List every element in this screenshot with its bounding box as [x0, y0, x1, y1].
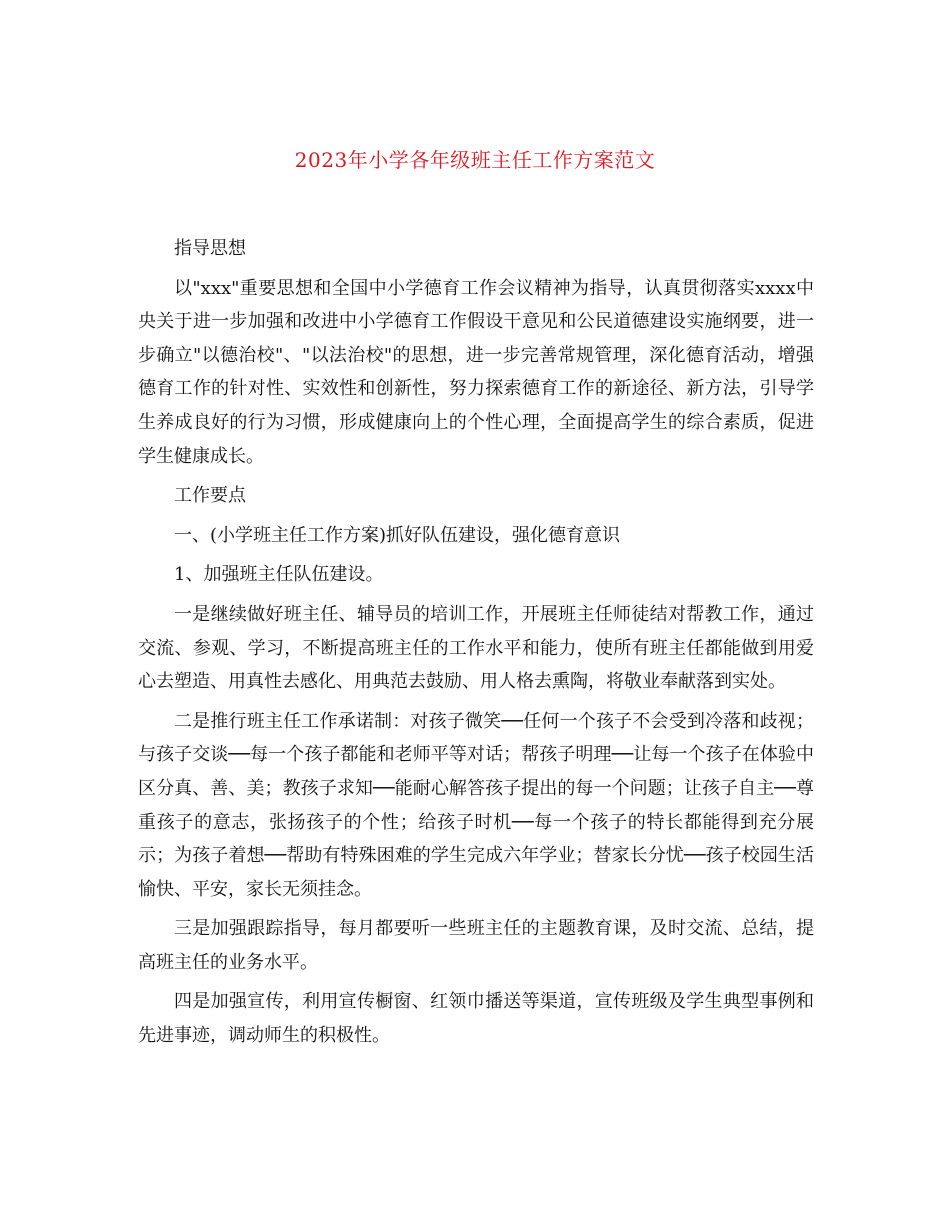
- subsection-heading-1: 1、加强班主任队伍建设。: [174, 564, 384, 586]
- paragraph-item-1: 一是继续做好班主任、辅导员的培训工作，开展班主任师徒结对帮教工作，通过交流、参观、学习，不断提高班主任的工作水平和能力，使所有班主任都能做到用爱心去塑造、用真性去感化、用典范去鼓励、用人格去熏陶，将敬业奉献落到实处。: [138, 603, 814, 693]
- heading-guiding-thought: 指导思想: [174, 238, 246, 259]
- paragraph-guiding-thought: 以"xxx"重要思想和全国中小学德育工作会议精神为指导，认真贯彻落实xxxx中央关于进一步加强和改进中小学德育工作假设干意见和公民道德建设实施纲要，进一步确立"以德治校"、"以法治校"的思想，进一步完善常规管理，深化德育活动，增强德育工作的针对性、实效性和创新性，努力探索德育工作的新途径、新方法，引导学生养成良好的行为习惯，形成健康向上的个性心理，全面提高学生的综合素质，促进学生健康成长。: [138, 277, 814, 467]
- section-heading-1: 一、(小学班主任工作方案)抓好队伍建设，强化德育意识: [174, 524, 621, 546]
- paragraph-item-4: 四是加强宣传，利用宣传橱窗、红领巾播送等渠道，宣传班级及学生典型事例和先进事迹，调动师生的积极性。: [138, 991, 814, 1047]
- paragraph-item-3: 三是加强跟踪指导，每月都要听一些班主任的主题教育课，及时交流、总结，提高班主任的业务水平。: [138, 918, 814, 973]
- document-body: [138, 232, 814, 1053]
- heading-work-points: 工作要点: [174, 485, 246, 507]
- document-title: 2023年小学各年级班主任工作方案范文: [294, 148, 656, 172]
- paragraph-item-2: 二是推行班主任工作承诺制：对孩子微笑──任何一个孩子不会受到冷落和歧视；与孩子交谈──每一个孩子都能和老师平等对话；帮孩子明理──让每一个孩子在体验中区分真、善、美；教孩子求知──能耐心解答孩子提出的每一个问题；让孩子自主──尊重孩子的意志，张扬孩子的个性；给孩子时机──每一个孩子的特长都能得到充分展示；为孩子着想──帮助有特殊困难的学生完成六年学业；替家长分忧──孩子校园生活愉快、平安，家长无须挂念。: [138, 710, 814, 900]
